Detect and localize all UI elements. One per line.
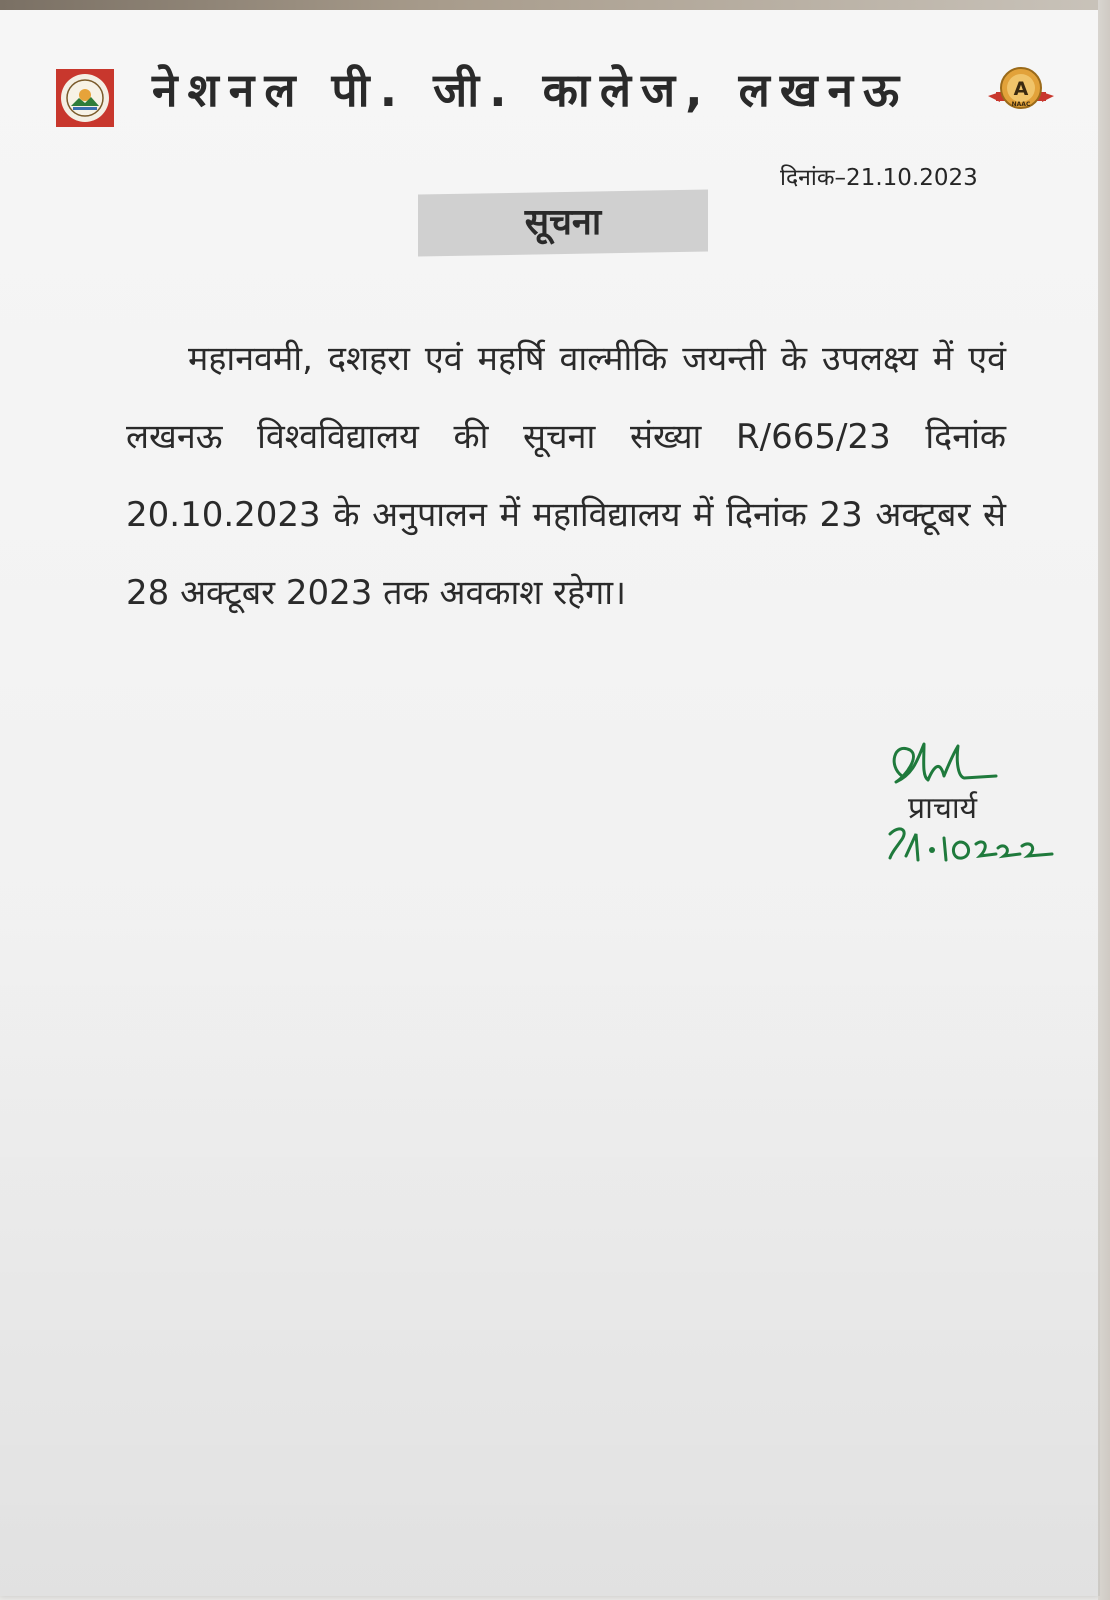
table-edge-right bbox=[1098, 0, 1110, 1600]
badge-label: NAAC bbox=[1011, 101, 1031, 108]
table-edge bbox=[0, 0, 1110, 10]
principal-designation: प्राचार्य bbox=[908, 791, 978, 826]
badge-grade: A bbox=[1013, 78, 1029, 100]
notice-body bbox=[126, 320, 1006, 632]
college-name: नेशनल पी. जी. कालेज, लखनऊ bbox=[152, 63, 910, 117]
notice-title: सूचना bbox=[524, 202, 602, 243]
naac-a-grade-badge-icon bbox=[986, 62, 1056, 114]
notice-body-paragraph: महानवमी, दशहरा एवं महर्षि वाल्मीकि जयन्ती के उपलक्ष्य में एवं लखनऊ विश्वविद्यालय की सूचना संख्या R/665/23 दिनांक 20.10.2023 के अनुपालन में महाविद्यालय में दिनांक 23 अक्टूबर से 28 अक्टूबर 2023 तक अवकाश रहेगा। bbox=[126, 339, 1006, 613]
notice-date: दिनांक–21.10.2023 bbox=[780, 165, 978, 191]
college-emblem-icon bbox=[56, 69, 114, 127]
handwritten-date bbox=[880, 820, 1062, 868]
